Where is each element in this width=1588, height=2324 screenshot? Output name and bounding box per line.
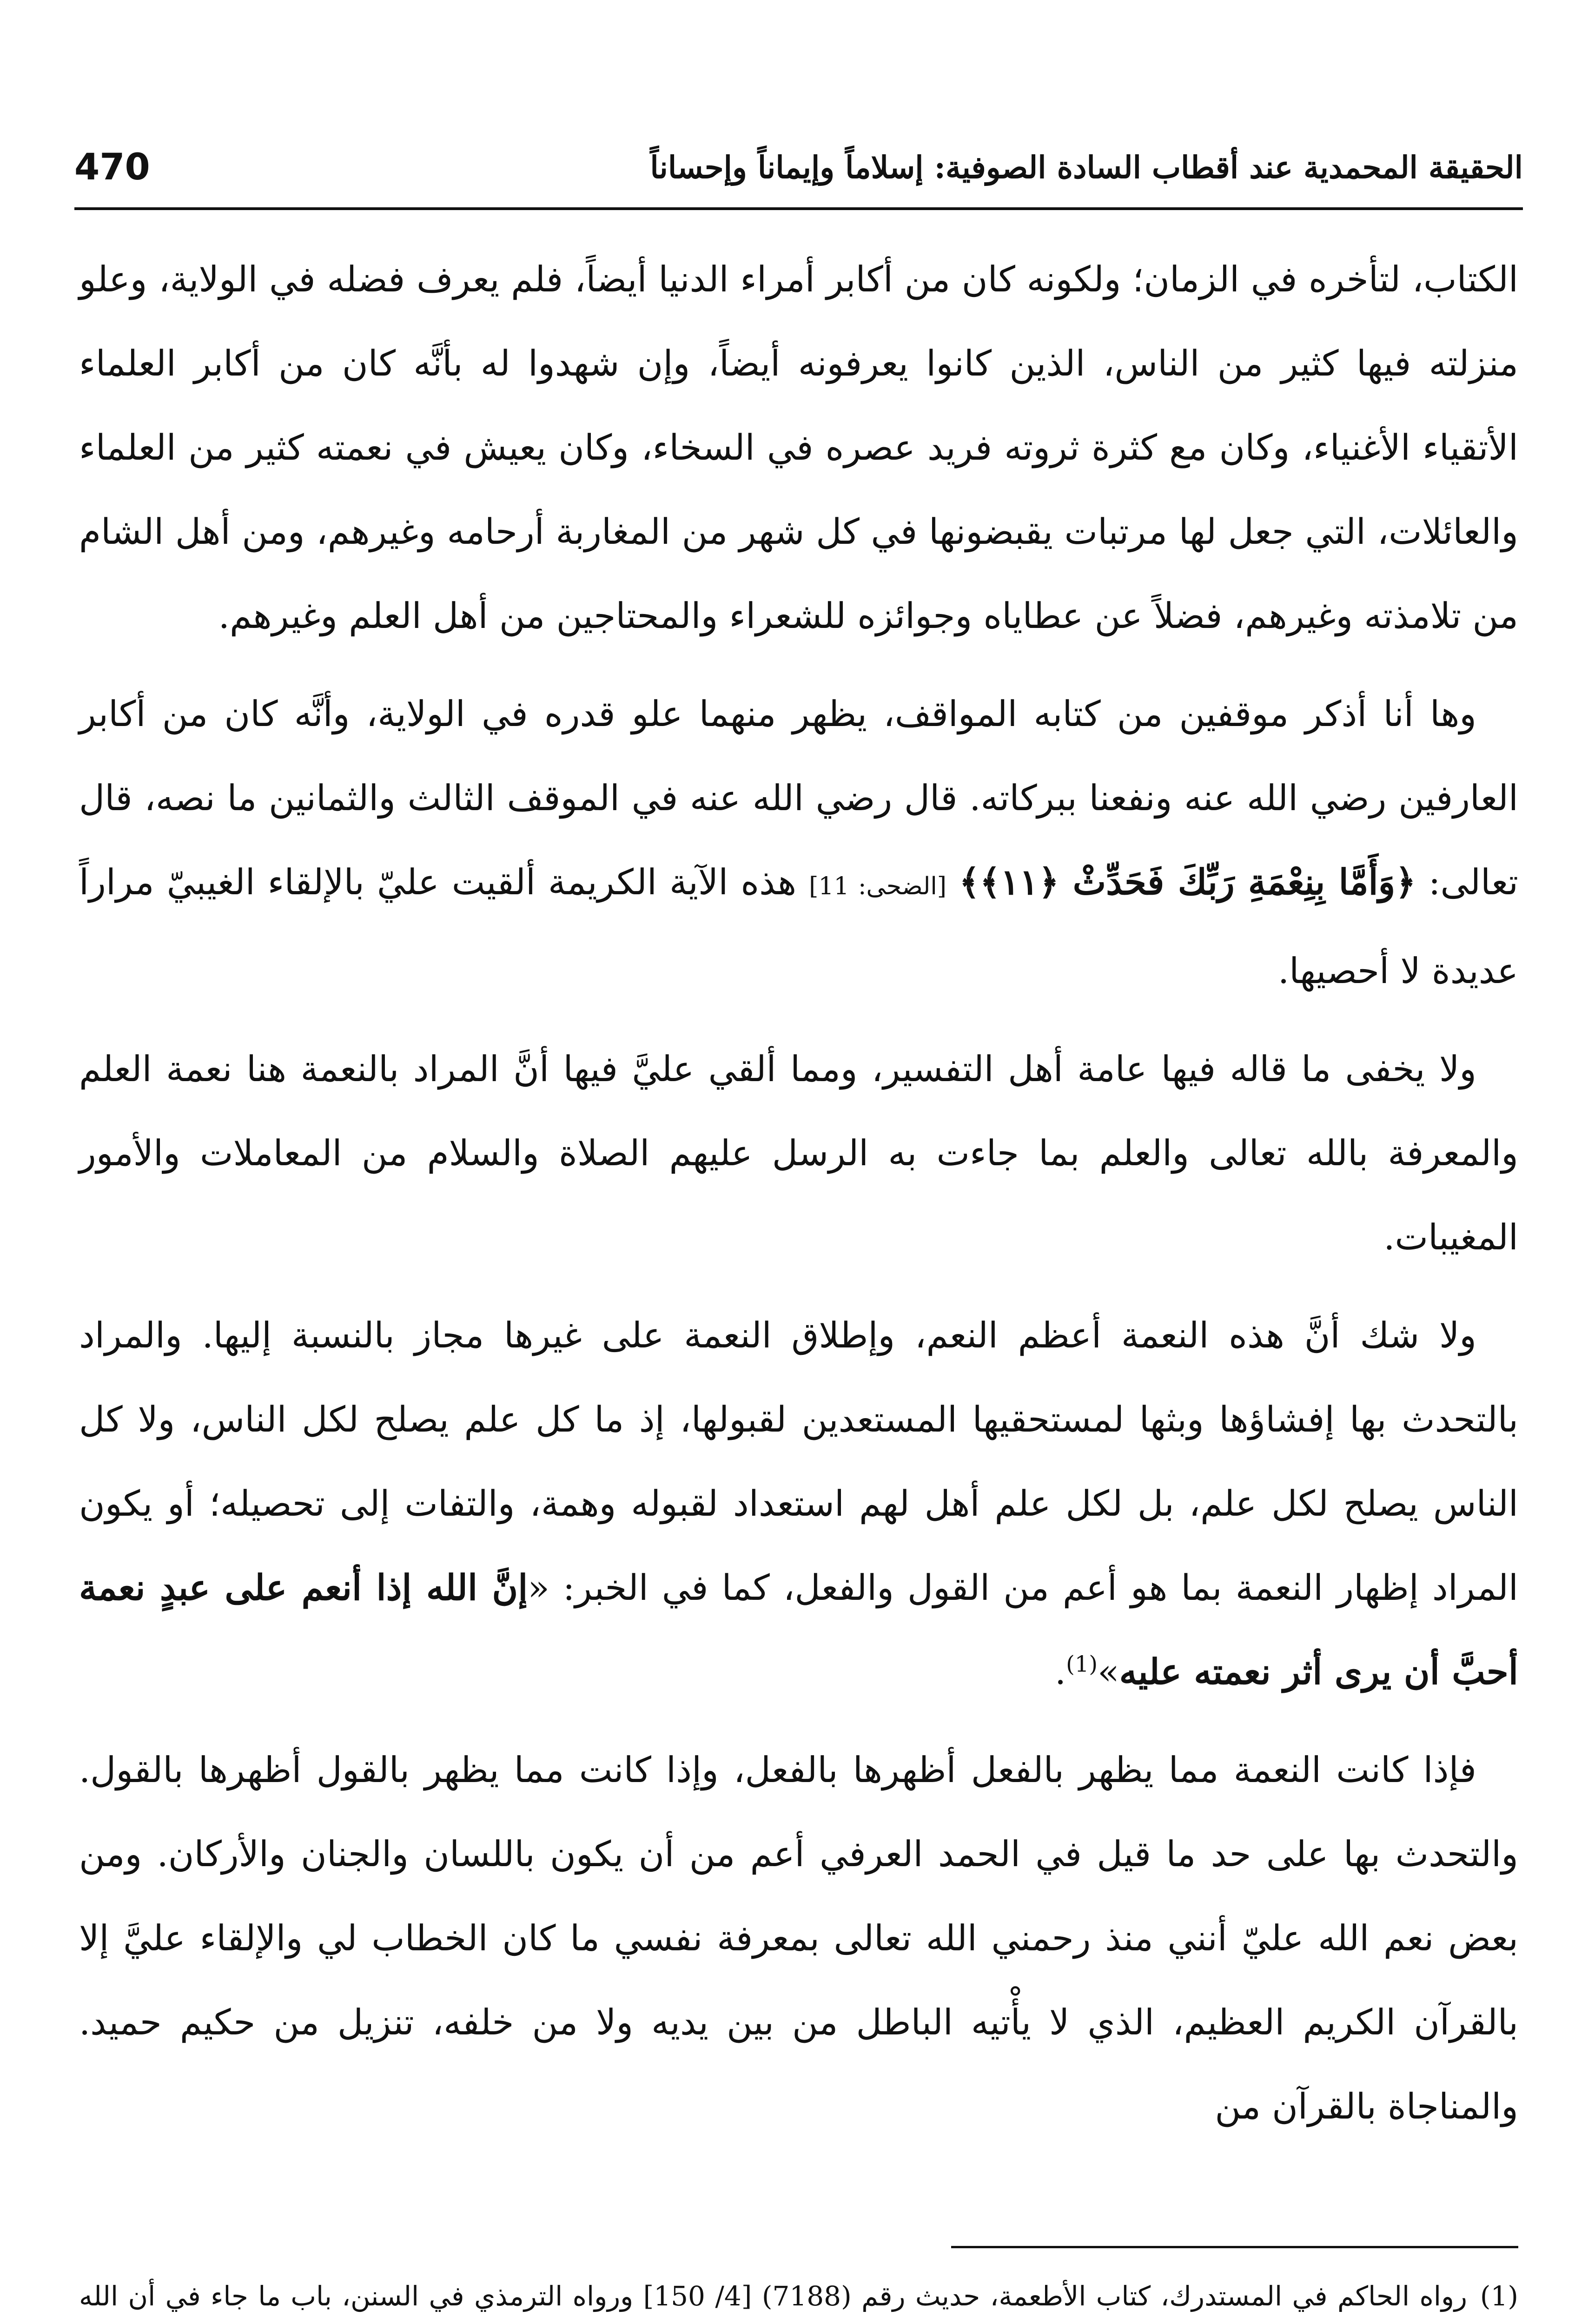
- footnote-marker[interactable]: (1): [1066, 1651, 1098, 1677]
- footnote: [79, 2273, 1518, 2324]
- paragraph-2-text: وها أنا أذكر موقفين من كتابه المواقف، يظهر منهما علو قدره في الولاية، وأنَّه كان من أكابر العارفين رضي الله عنه ونفعنا ببركاته. قال رضي الله عنه في الموقف الثالث والثمانين ما نصه، قال تعالى:: [79, 693, 1518, 903]
- quote-close-mark: »: [1098, 1651, 1119, 1692]
- verse-reference: [الضحى: 11]: [809, 872, 947, 900]
- quran-verse: ﴿وَأَمَّا بِنِعْمَةِ رَبِّكَ فَحَدِّثْ ﴿١١﴾﴾: [959, 861, 1416, 903]
- running-title: الحقيقة المحمدية عند أقطاب السادة الصوفية: إسلاماً وإيماناً وإحساناً: [650, 149, 1523, 185]
- paragraph-4-text: ولا شك أنَّ هذه النعمة أعظم النعم، وإطلاق النعمة على غيرها مجاز بالنسبة إليها. والمراد بالتحدث بها إفشاؤها وبثها لمستحقيها المستعدين لقبولها، إذ ما كل علم يصلح لكل الناس، ولا كل الناس يصلح لكل علم، بل لكل علم أهل لهم استعداد لقبوله وهمة، والتفات إلى تحصيله؛ أو يكون المراد إظهار النعمة بما هو أعم من القول والفعل، كما في الخبر: «: [79, 1314, 1518, 1608]
- main-text: [79, 237, 1518, 2162]
- header-divider: [74, 207, 1523, 210]
- paragraph-5: فإذا كانت النعمة مما يظهر بالفعل أظهرها بالفعل، وإذا كانت مما يظهر بالقول أظهرها بالقول. والتحدث بها على حد ما قيل في الحمد العرفي أعم من أن يكون باللسان والجنان والأركان. ومن بعض نعم الله عليّ أنني منذ رحمني الله تعالى بمعرفة نفسي ما كان الخطاب لي والإلقاء عليَّ إلا بالقرآن الكريم العظيم، الذي لا يأْتيه الباطل من بين يديه ولا من خلفه، تنزيل من حكيم حميد. والمناجاة بالقرآن من: [79, 1749, 1518, 2127]
- footnote-divider: [951, 2246, 1518, 2248]
- paragraph-1: الكتاب، لتأخره في الزمان؛ ولكونه كان من أكابر أمراء الدنيا أيضاً، فلم يعرف فضله في الولاية، وعلو منزلته فيها كثير من الناس، الذين كانوا يعرفونه أيضاً، وإن شهدوا له بأنَّه كان من أكابر العلماء الأتقياء الأغنياء، وكان مع كثرة ثروته فريد عصره في السخاء، وكان يعيش في نعمته كثير من العلماء والعائلات، التي جعل لها مرتبات يقبضونها في كل شهر من المغاربة أرحامه وغيرهم، ومن أهل الشام من تلامذته وغيرهم، فضلاً عن عطاياه وجوائزه للشعراء والمحتاجين من أهل العلم وغيرهم.: [79, 258, 1518, 636]
- page-number: 470: [74, 146, 150, 188]
- footnote-number: (1): [1480, 2280, 1518, 2312]
- page-header: [74, 135, 1523, 200]
- paragraph-3: ولا يخفى ما قاله فيها عامة أهل التفسير، ومما ألقي عليَّ فيها أنَّ المراد بالنعمة هنا نعمة العلم والمعرفة بالله تعالى والعلم بما جاءت به الرسل عليهم الصلاة والسلام من المعاملات والأمور المغيبات.: [79, 1048, 1518, 1258]
- paragraph-4: [79, 1293, 1518, 1714]
- paragraph-4-end: .: [1054, 1651, 1066, 1692]
- paragraph-2-continuation: هذه الآية الكريمة ألقيت عليّ بالإلقاء الغيبيّ مراراً عديدة لا أحصيها.: [79, 861, 1518, 991]
- hadith-quote: إنَّ الله إذا أنعم على عبدٍ نعمة أحبَّ أن يرى أثر نعمته عليه: [79, 1567, 1518, 1692]
- footnote-text: رواه الحاكم في المستدرك، كتاب الأطعمة، حديث رقم (7188) [4/ 150] ورواه الترمذي في السنن، باب ما جاء في أن الله: [79, 2280, 1467, 2312]
- paragraph-2: [79, 672, 1518, 1013]
